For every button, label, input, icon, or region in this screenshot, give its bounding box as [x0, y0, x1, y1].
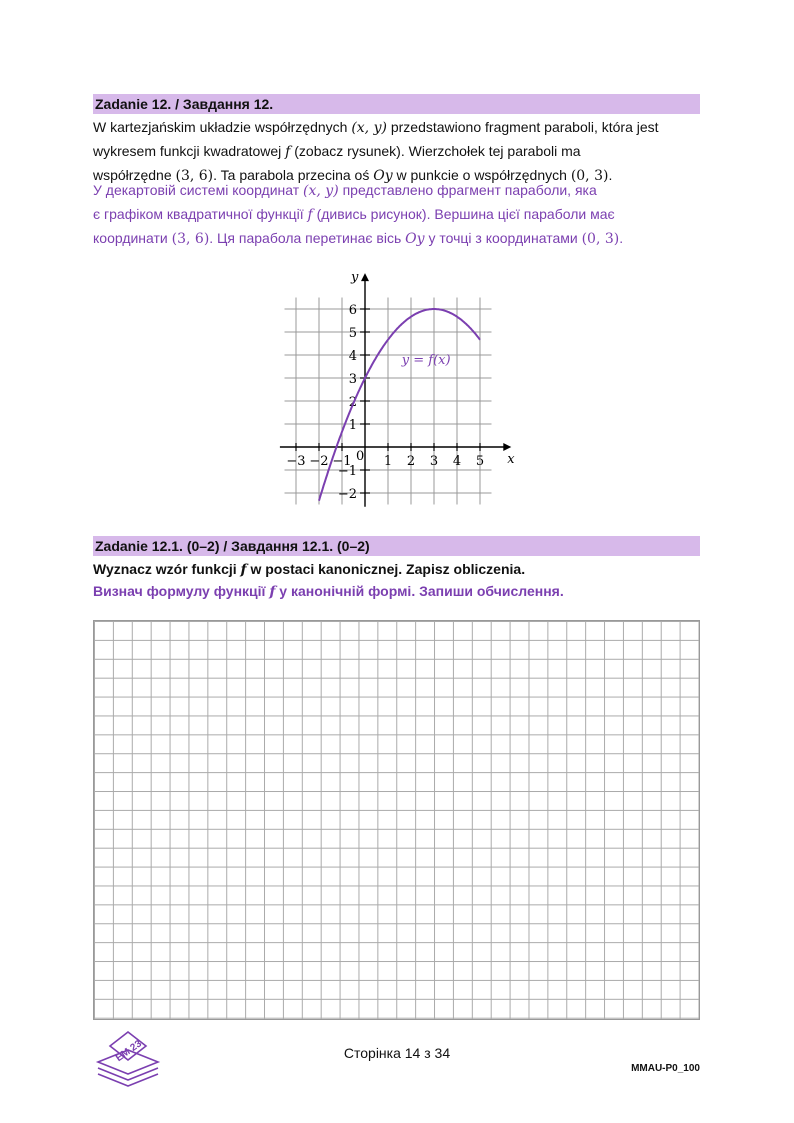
y-tick-label: 3	[348, 372, 357, 387]
x-tick-label: 3	[429, 454, 439, 469]
graph-axes	[280, 273, 511, 507]
x-axis-arrow	[503, 443, 511, 451]
answer-grid[interactable]	[93, 620, 700, 1020]
task-text-ua: У декартовій системі координат (x, y) представлено фрагмент параболи, яка є графіком квадратичної функції f (дивись рисунок). Вершина цієї параболи має координати (3, 6). Ця парабола перетинає вісь Oy у точці з координатами (0, 3).	[93, 182, 624, 247]
origin-label: 0	[356, 449, 365, 464]
y-tick-label: 6	[348, 303, 357, 318]
task-text-pl: W kartezjańskim układzie współrzędnych (x, y) przedstawiono fragment paraboli, która jest wykresem funkcji kwadratowej f (zobacz rysunek). Wierzchołek tej paraboli ma współrzędne (3, 6). Ta parabola przecina oś Oy w punkcie o współrzędnych (0, 3).	[93, 119, 659, 184]
subtask-header: Zadanie 12.1. (0–2) / Завдання 12.1. (0–2)	[93, 536, 700, 556]
subtask-instruction-ua: Визнач формулу функції f у канонічній формі. Запиши обчислення.	[93, 583, 564, 600]
y-tick-label: 2	[348, 395, 357, 410]
svg-text:EM 23: EM 23	[113, 1038, 144, 1065]
graph-ticks	[286, 303, 484, 502]
x-tick-label: −2	[309, 454, 329, 469]
x-tick-label: 5	[475, 454, 485, 469]
y-tick-label: −2	[337, 487, 357, 502]
subtask-instruction-pl: Wyznacz wzór funkcji f w postaci kanonicznej. Zapisz obliczenia.	[93, 561, 526, 578]
task-header: Zadanie 12. / Завдання 12.	[93, 94, 700, 114]
y-axis-arrow	[361, 273, 369, 281]
x-tick-label: −1	[332, 454, 352, 469]
parabola-graph	[270, 266, 520, 511]
x-tick-label: 4	[452, 454, 462, 469]
document-code: MMAU-P0_100	[631, 1063, 700, 1074]
y-tick-label: 1	[348, 418, 357, 433]
page-number: Сторінка 14 з 34	[343, 1045, 451, 1061]
y-axis-label: y	[351, 270, 359, 286]
x-axis-label: x	[507, 452, 515, 467]
y-tick-label: −1	[337, 464, 357, 479]
x-tick-label: −3	[286, 454, 306, 469]
curve-label: y = f(x)	[401, 353, 451, 369]
y-tick-label: 5	[348, 326, 357, 341]
graph-grid	[285, 298, 492, 505]
x-tick-label: 1	[383, 454, 393, 469]
y-tick-label: 4	[348, 349, 357, 364]
x-tick-label: 2	[406, 454, 416, 469]
